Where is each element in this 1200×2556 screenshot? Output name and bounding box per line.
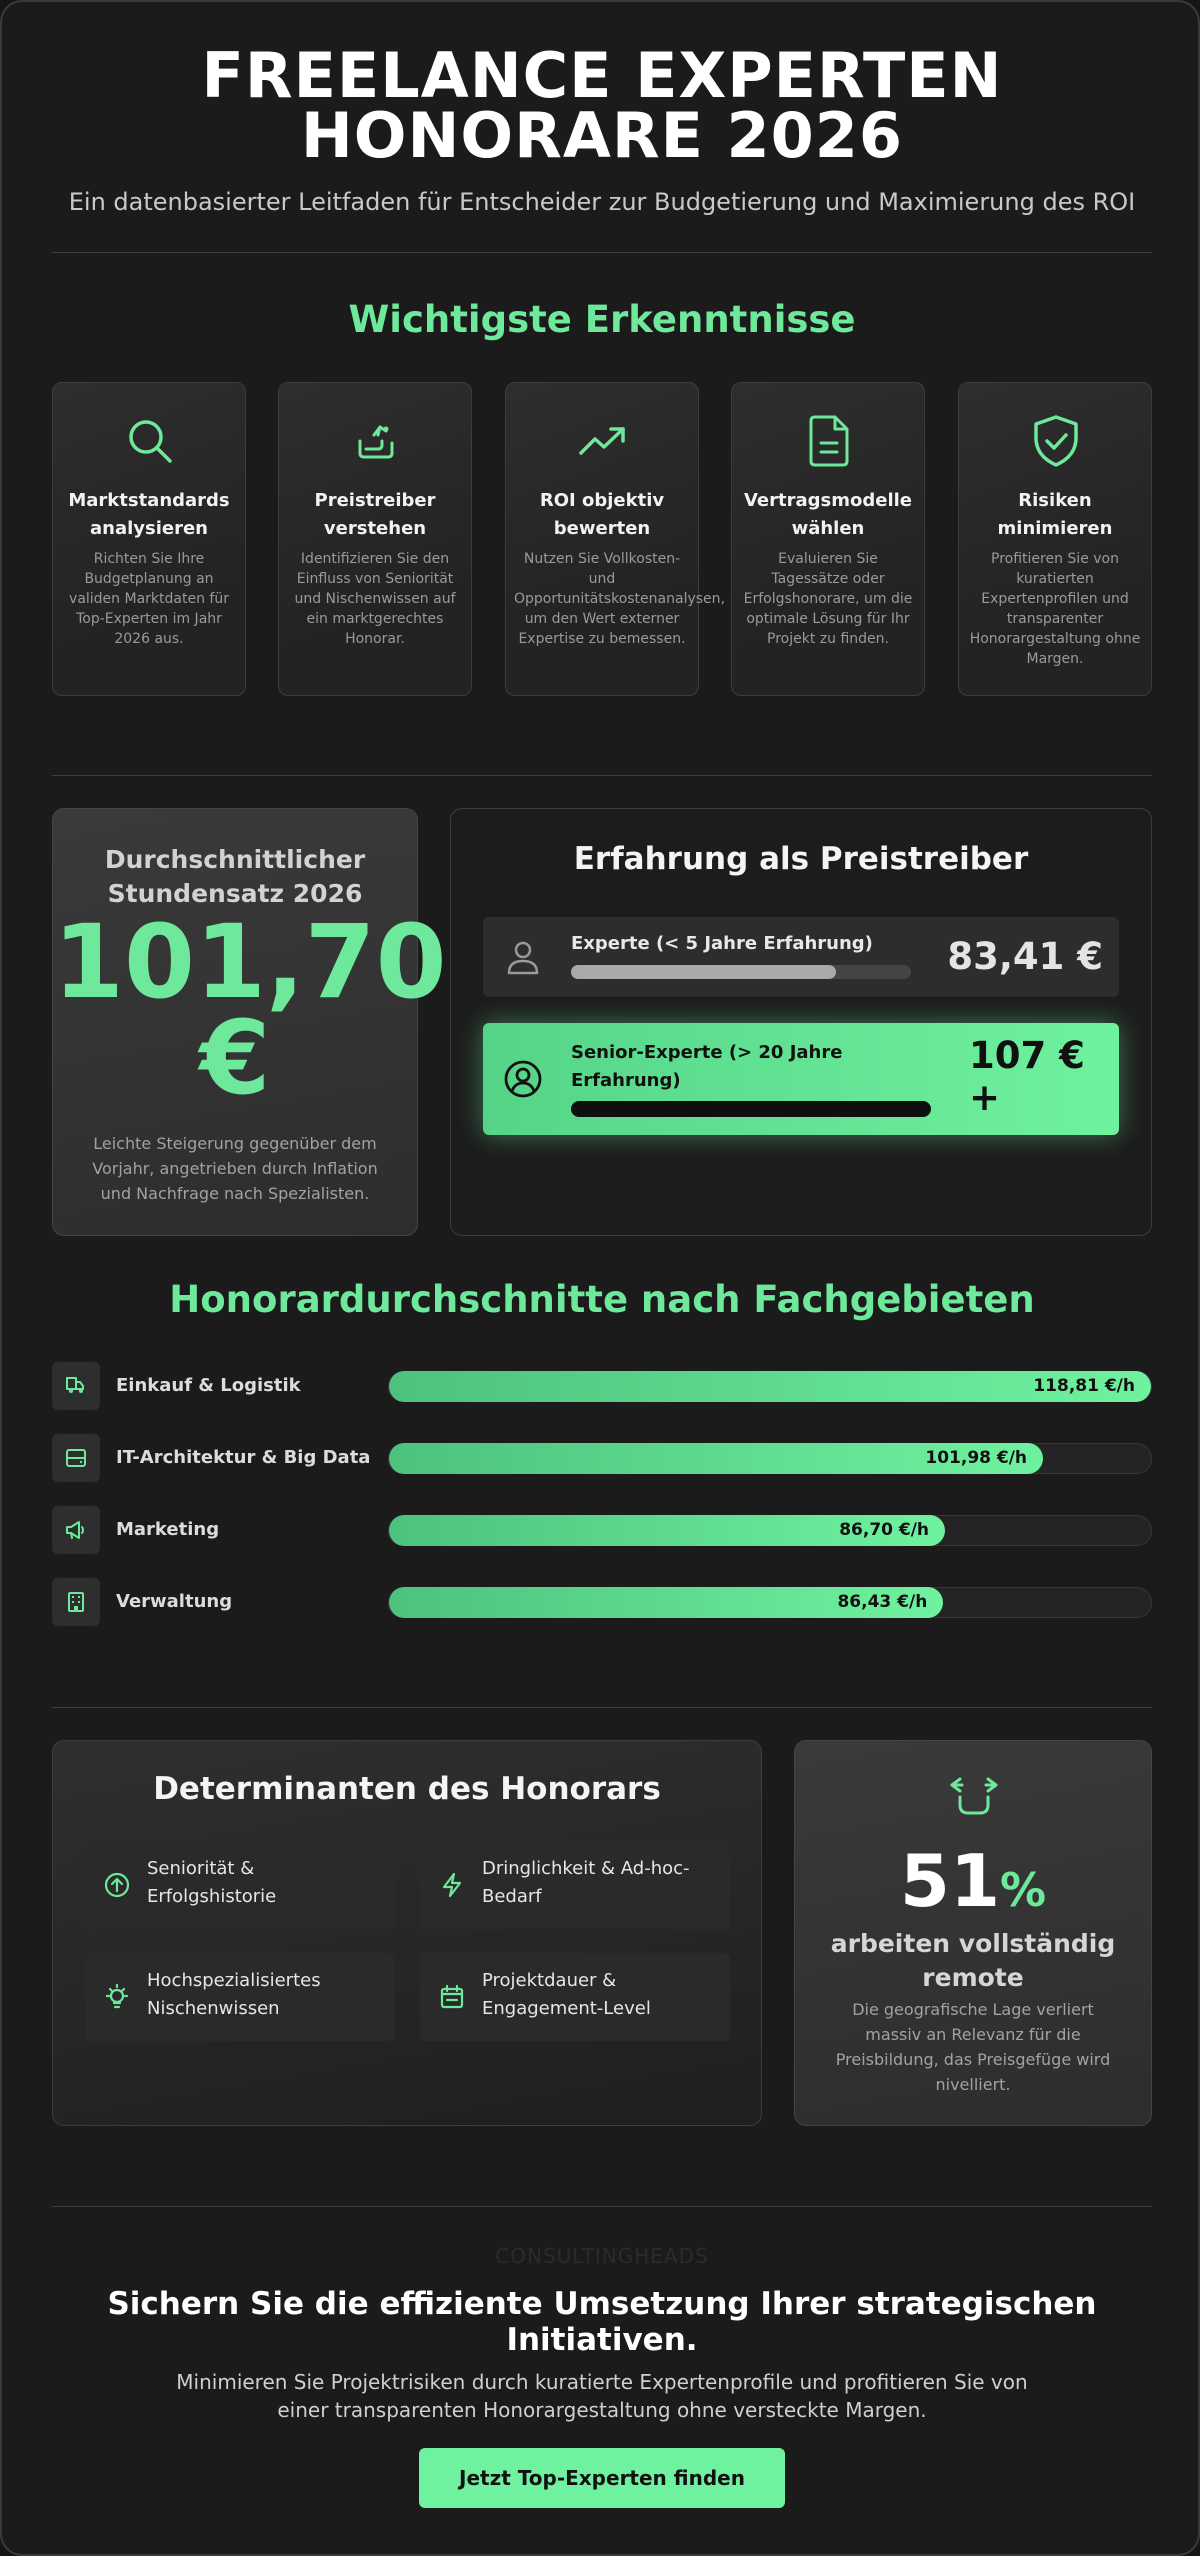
page-subtitle: Ein datenbasierter Leitfaden für Entscheider zur Budgetierung und Maximierung des ROI bbox=[68, 188, 1136, 216]
field-bar-track bbox=[388, 1587, 1152, 1618]
insights-heading: Wichtigste Erkenntnisse bbox=[348, 298, 856, 341]
insight-card-title: Risiken minimieren bbox=[997, 490, 1113, 539]
field-row bbox=[52, 1434, 1152, 1482]
user-icon bbox=[503, 937, 543, 977]
field-bar-fill bbox=[389, 1587, 943, 1618]
insight-card bbox=[731, 382, 925, 696]
field-bar-track bbox=[388, 1443, 1152, 1474]
insight-card-description: Richten Sie Ihre Budgetplanung an validen Marktdaten für Top-Experten im Jahr 2026 aus. bbox=[69, 551, 229, 647]
megaphone-icon bbox=[64, 1518, 88, 1542]
average-rate-number: 101,70 bbox=[53, 903, 447, 1022]
page-title-line-1: FREELANCE EXPERTEN bbox=[201, 39, 1003, 112]
field-name: Einkauf & Logistik bbox=[116, 1375, 301, 1396]
determinant-item bbox=[85, 1841, 395, 1929]
average-rate-label: Durchschnittlicher Stundensatz 2026 bbox=[104, 845, 366, 908]
determinant-item bbox=[420, 1841, 730, 1929]
user-circle-icon bbox=[503, 1059, 543, 1099]
experience-progress-track bbox=[571, 1101, 931, 1117]
determinant-text: Hochspezialisiertes Nischenwissen bbox=[147, 1970, 321, 2019]
page-title-line-2: HONORARE 2026 bbox=[300, 99, 904, 172]
insight-card-title: Preistreiber verstehen bbox=[314, 490, 436, 539]
insight-card-description: Identifizieren Sie den Einfluss von Seniorität und Nischenwissen auf ein marktgerechtes Honorar. bbox=[294, 551, 456, 647]
average-rate-note: Leichte Steigerung gegenüber dem Vorjahr, angetrieben durch Inflation und Nachfrage nach Spezialisten. bbox=[92, 1134, 378, 1203]
field-name: Marketing bbox=[116, 1519, 220, 1540]
insight-card-title: Marktstandards analysieren bbox=[68, 490, 230, 539]
divider bbox=[52, 2206, 1152, 2207]
insight-card-description: Nutzen Sie Vollkosten- und Opportunitätskostenanalysen, um den Wert externer Expertise zu bemessen. bbox=[514, 551, 725, 647]
average-rate-value bbox=[53, 903, 447, 1118]
remote-label: arbeiten vollständig remote bbox=[830, 1929, 1116, 1992]
money-hand-icon bbox=[346, 411, 406, 471]
divider bbox=[52, 775, 1152, 776]
field-icon-box bbox=[52, 1434, 100, 1482]
field-row bbox=[52, 1362, 1152, 1410]
experience-row-label: Experte (< 5 Jahre Erfahrung) bbox=[571, 933, 873, 954]
field-bar-fill bbox=[389, 1443, 1043, 1474]
building-icon bbox=[64, 1590, 88, 1614]
field-bar-track bbox=[388, 1515, 1152, 1546]
field-row bbox=[52, 1578, 1152, 1626]
divider bbox=[52, 252, 1152, 253]
experience-progress-track bbox=[571, 965, 911, 979]
field-bar-track bbox=[388, 1371, 1152, 1402]
cta-subtitle: Minimieren Sie Projektrisiken durch kuratierte Expertenprofile und profitieren Sie von einer transparenten Honorargestaltung ohne versteckte Margen. bbox=[176, 2370, 1028, 2422]
determinant-text: Projektdauer & Engagement-Level bbox=[482, 1970, 651, 2019]
insight-card bbox=[505, 382, 725, 696]
arrow-up-circle-icon bbox=[103, 1871, 131, 1899]
field-bar-value: 101,98 €/h bbox=[925, 1448, 1028, 1468]
field-icon-box bbox=[52, 1578, 100, 1626]
remote-percentage bbox=[795, 1841, 1151, 1930]
cta-title: Sichern Sie die effiziente Umsetzung Ihrer strategischen Initiativen. bbox=[107, 2286, 1097, 2358]
remote-note: Die geografische Lage verliert massiv an Relevanz für die Preisbildung, das Preisgefüge wird nivelliert. bbox=[835, 2000, 1111, 2094]
experience-row-expert bbox=[483, 917, 1119, 997]
lightbulb-icon bbox=[103, 1983, 131, 2011]
trending-up-icon bbox=[573, 411, 633, 471]
field-row bbox=[52, 1506, 1152, 1554]
insight-card bbox=[278, 382, 472, 696]
determinant-item bbox=[420, 1953, 730, 2041]
remote-percent-sign: % bbox=[1000, 1863, 1047, 1917]
page-title bbox=[2, 39, 1200, 172]
field-name: Verwaltung bbox=[116, 1591, 233, 1612]
insight-card bbox=[52, 382, 246, 696]
experience-row-senior bbox=[483, 1023, 1119, 1135]
experience-row-value: 107 € + bbox=[969, 1034, 1085, 1119]
remote-number: 51 bbox=[899, 1839, 1001, 1923]
field-bar-fill bbox=[389, 1515, 945, 1546]
experience-row-label: Senior-Experte (> 20 Jahre Erfahrung) bbox=[571, 1042, 843, 1091]
determinants-card bbox=[52, 1740, 762, 2126]
remote-arrows-icon bbox=[946, 1775, 1002, 1819]
fields-heading: Honorardurchschnitte nach Fachgebieten bbox=[169, 1278, 1035, 1321]
experience-row-value: 83,41 € bbox=[947, 935, 1103, 978]
insight-card bbox=[958, 382, 1152, 696]
average-rate-card bbox=[52, 808, 447, 1236]
field-name: IT-Architektur & Big Data bbox=[116, 1447, 371, 1468]
brand-watermark: CONSULTINGHEADS bbox=[495, 2244, 709, 2268]
lightning-icon bbox=[438, 1871, 466, 1899]
search-icon bbox=[120, 411, 180, 471]
experience-progress-fill bbox=[571, 965, 836, 979]
field-bar-value: 86,70 €/h bbox=[839, 1520, 930, 1540]
truck-icon bbox=[64, 1374, 88, 1398]
experience-title: Erfahrung als Preistreiber bbox=[573, 841, 1029, 877]
find-experts-button[interactable]: Jetzt Top-Experten finden bbox=[419, 2448, 785, 2508]
insight-card-description: Evaluieren Sie Tagessätze oder Erfolgshonorare, um die optimale Lösung für Ihr Projekt zu finden. bbox=[743, 551, 913, 647]
document-icon bbox=[799, 411, 859, 471]
determinant-text: Dringlichkeit & Ad-hoc-Bedarf bbox=[482, 1858, 690, 1907]
insight-card-description: Profitieren Sie von kuratierten Expertenprofilen und transparenter Honorargestaltung ohne Margen. bbox=[969, 551, 1141, 667]
field-bar-value: 118,81 €/h bbox=[1033, 1376, 1135, 1396]
insight-card-title: ROI objektiv bewerten bbox=[539, 490, 665, 539]
average-rate-currency: € bbox=[199, 999, 271, 1118]
field-bar-fill bbox=[389, 1371, 1151, 1402]
server-icon bbox=[64, 1446, 88, 1470]
insight-card-title: Vertragsmodelle wählen bbox=[743, 490, 913, 539]
determinants-title: Determinanten des Honorars bbox=[153, 1771, 661, 1807]
field-icon-box bbox=[52, 1362, 100, 1410]
experience-card bbox=[450, 808, 1152, 1236]
determinant-item bbox=[85, 1953, 395, 2041]
calendar-icon bbox=[438, 1983, 466, 2011]
field-bar-value: 86,43 €/h bbox=[837, 1592, 928, 1612]
field-icon-box bbox=[52, 1506, 100, 1554]
divider bbox=[52, 1707, 1152, 1708]
remote-stat-card bbox=[794, 1740, 1152, 2126]
shield-check-icon bbox=[1026, 411, 1086, 471]
determinant-text: Seniorität & Erfolgshistorie bbox=[147, 1858, 277, 1907]
